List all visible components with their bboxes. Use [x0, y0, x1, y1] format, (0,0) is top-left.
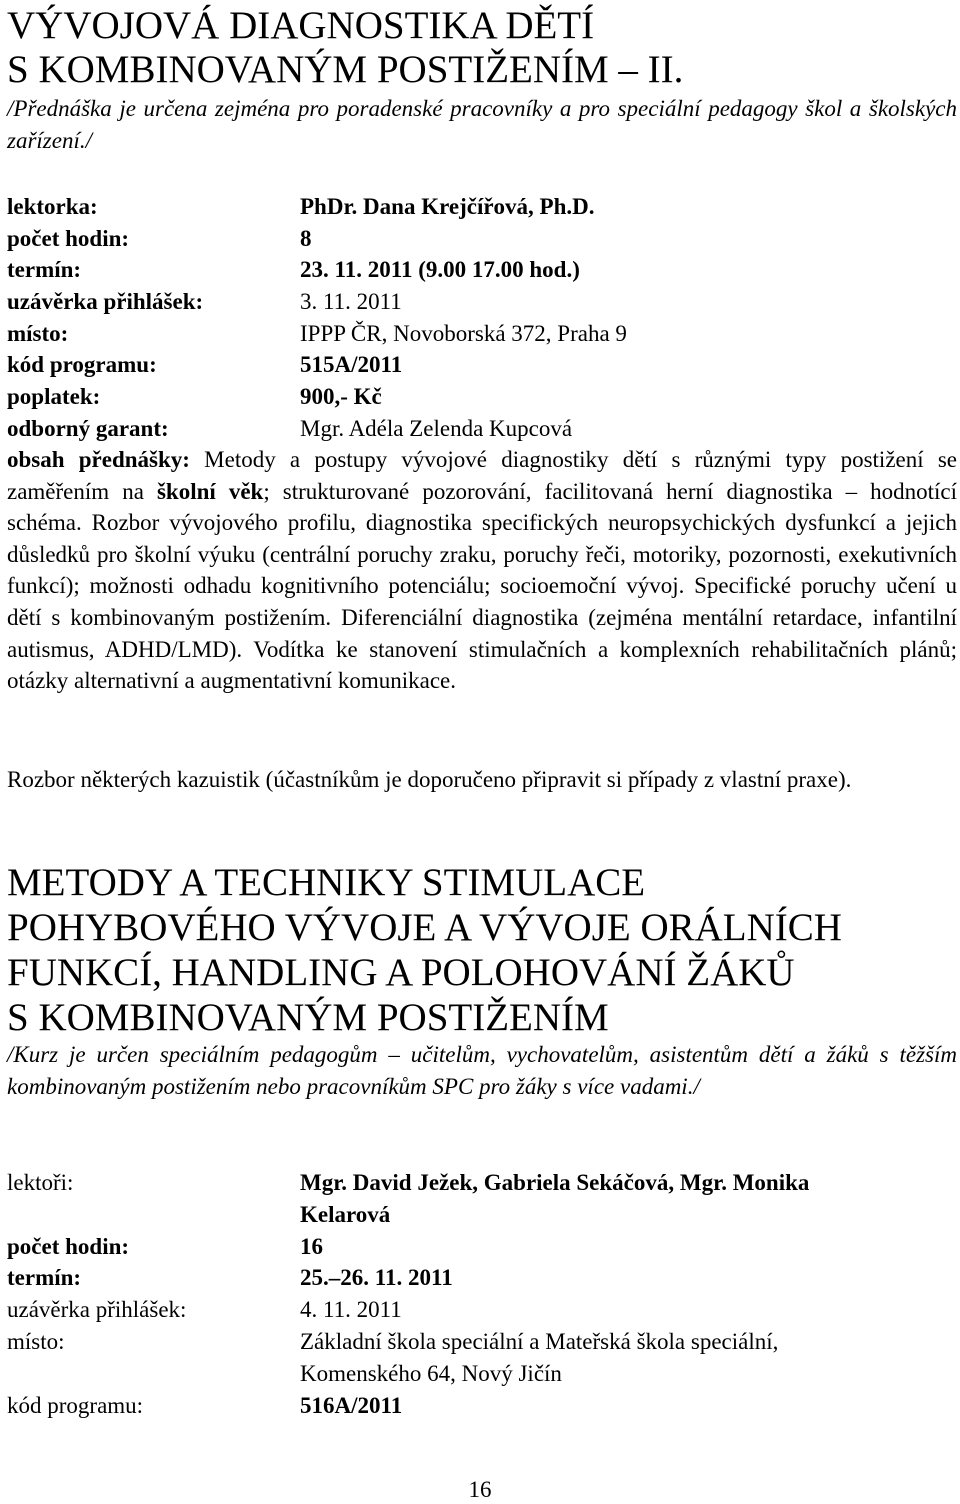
- place2-value-line1: Základní škola speciální a Mateřská škola speciální,: [300, 1329, 779, 1354]
- section1-title-line2: S KOMBINOVANÝM POSTIŽENÍM – II.: [7, 48, 684, 91]
- lecture-content-bold: školní věk: [156, 478, 264, 504]
- lecture-content-extra: Rozbor některých kazuistik (účastníkům je doporučeno připravit si případy z vlastní praxe).: [7, 767, 852, 792]
- place2-value-line2: Komenského 64, Nový Jičín: [300, 1361, 562, 1386]
- lecturer-value: PhDr. Dana Krejčířová, Ph.D.: [300, 194, 595, 219]
- term2-value: 25.–26. 11. 2011: [300, 1265, 453, 1290]
- deadline-label: uzávěrka přihlášek:: [7, 289, 204, 314]
- lecture-content-text-2: ; strukturované pozorování, facilitovaná herní diagnostika – hodnotící schéma. Rozbor vývojového profilu, diagnostika specifických neuropsychických dysfunkcí a jejich důsledků pro školní výuku (centrální poruchy zraku, poruchy řeči, motoriky, pozornosti, exekutivních funkcí); možnosti odhadu kognitivního potenciálu; socioemoční vývoj. Specifické poruchy učení u dětí s kombinovaným postižením. Diferenciální diagnostika (zejména mentální retardace, infantilní autismus, ADHD/LMD). Vodítka ke stanovení stimulačních a komplexních rehabilitačních plánů; otázky alternativní a augmentativní komunikace.: [7, 478, 957, 694]
- page-number: 16: [468, 1477, 492, 1502]
- deadline2-label: uzávěrka přihlášek:: [7, 1297, 187, 1322]
- guarantor-label: odborný garant:: [7, 416, 169, 441]
- lecturers-label: lektoři:: [7, 1170, 74, 1195]
- lecturers-value-line1: Mgr. David Ježek, Gabriela Sekáčová, Mgr. Monika: [300, 1170, 810, 1195]
- lecturer-label: lektorka:: [7, 194, 98, 219]
- section1-title-line1: VÝVOJOVÁ DIAGNOSTIKA DĚTÍ: [7, 4, 595, 47]
- hours-value: 8: [300, 226, 312, 251]
- section2-subtitle: /Kurz je určen speciálním pedagogům – učitelům, vychovatelům, asistentům dětí a žáků s těžším kombinovaným postižením nebo pracovníkům SPC pro žáky s více vadami./: [7, 1042, 957, 1099]
- section2-title-line3: FUNKCÍ, HANDLING A POLOHOVÁNÍ ŽÁKŮ: [7, 951, 795, 994]
- hours2-value: 16: [300, 1234, 323, 1259]
- section1-subtitle: /Přednáška je určena zejména pro poradenské pracovníky a pro speciální pedagogy škol a školských zařízení./: [7, 96, 957, 153]
- program-code-label: kód programu:: [7, 352, 157, 377]
- place-label: místo:: [7, 321, 69, 346]
- lecturers-value-line2: Kelarová: [300, 1202, 391, 1227]
- place-value: IPPP ČR, Novoborská 372, Praha 9: [300, 321, 627, 346]
- term2-label: termín:: [7, 1265, 82, 1290]
- place2-label: místo:: [7, 1329, 65, 1354]
- hours2-label: počet hodin:: [7, 1234, 130, 1259]
- hours-label: počet hodin:: [7, 226, 130, 251]
- lecture-content-label: obsah přednášky:: [7, 447, 190, 472]
- program-code2-label: kód programu:: [7, 1393, 144, 1418]
- lecture-content-text-1: Metody a postupy vývojové diagnostiky dětí s různými typy postižení se zaměřením na: [7, 447, 958, 504]
- program-code-value: 515A/2011: [300, 352, 403, 377]
- section2-title-line4: S KOMBINOVANÝM POSTIŽENÍM: [7, 996, 609, 1039]
- section2-title-line2: POHYBOVÉHO VÝVOJE A VÝVOJE ORÁLNÍCH: [7, 906, 842, 949]
- deadline-value: 3. 11. 2011: [300, 289, 402, 314]
- term-value: 23. 11. 2011 (9.00 17.00 hod.): [300, 257, 580, 282]
- deadline2-value: 4. 11. 2011: [300, 1297, 402, 1322]
- guarantor-value: Mgr. Adéla Zelenda Kupcová: [300, 416, 573, 441]
- section2-title-line1: METODY A TECHNIKY STIMULACE: [7, 861, 646, 904]
- fee-value: 900,- Kč: [300, 384, 382, 409]
- term-label: termín:: [7, 257, 82, 282]
- fee-label: poplatek:: [7, 384, 101, 409]
- program-code2-value: 516A/2011: [300, 1393, 403, 1418]
- lecture-content: [7, 444, 957, 697]
